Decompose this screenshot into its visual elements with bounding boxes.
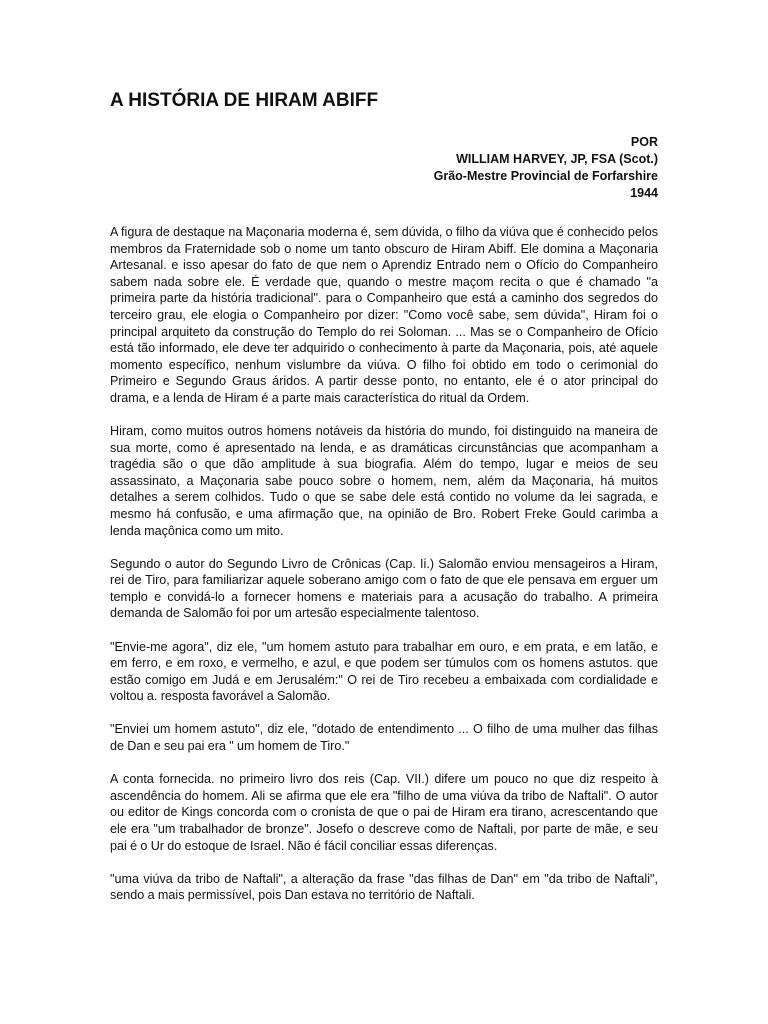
byline-year: 1944 <box>630 186 658 200</box>
paragraph: A figura de destaque na Maçonaria moderna é, sem dúvida, o filho da viúva que é conhecido pelos membros da Fraternidade sob o nome um tanto obscuro de Hiram Abiff. Ele domina a Maçonaria Artesanal. e isso apesar do fato de que nem o Aprendiz Entrado nem o Ofício do Companheiro sabem nada sobre ele. É verdade que, quando o mestre maçom recita o que é chamado "a primeira parte da história tradicional". para o Companheiro que está a caminho dos segredos do terceiro grau, ele elogia o Companheiro por dizer: "Como você sabe, sem dúvida", Hiram foi o principal arquiteto da construção do Templo do rei Soloman. ... Mas se o Companheiro de Ofício está tão informado, ele deve ter adquirido o conhecimento à parte da Maçonaria, pois, até aquele momento específico, nenhum vislumbre da viúva. O filho foi obtido em todo o cerimonial do Primeiro e Segundo Graus áridos. A partir desse ponto, no entanto, ele é o ator principal do drama, e a lenda de Hiram é a parte mais característica do ritual da Ordem. <box>110 225 658 405</box>
byline-role: Grão-Mestre Provincial de Forfarshire <box>433 169 658 183</box>
paragraph: Hiram, como muitos outros homens notáveis da história do mundo, foi distinguido na maneira de sua morte, como é apresentado na lenda, e as dramáticas circunstâncias que acompanham a tragédia são o que dão amplitude à sua biografia. Além do tempo, lugar e meios de seu assassinato, a Maçonaria sabe pouco sobre o homem, nem, além da Maçonaria, há muitos detalhes a serem colhidos. Tudo o que se sabe dele está contido no volume da lei sagrada, e mesmo há confusão, e uma afirmação que, na opinião de Bro. Robert Freke Gould carimba a lenda maçônica como um mito. <box>110 424 658 538</box>
paragraph: A conta fornecida. no primeiro livro dos reis (Cap. VII.) difere um pouco no que diz respeito à ascendência do homem. Ali se afirma que ele era "filho de uma viúva da tribo de Naftali". O autor ou editor de Kings concorda com o cronista de que o pai de Hiram era tirano, acrescentando que ele era "um trabalhador de bronze". Josefo o descreve como de Naftali, por parte de mãe, e seu pai é o Ur do estoque de Israel. Não é fácil conciliar essas diferenças. <box>110 772 658 853</box>
paragraph: "Envie-me agora", diz ele, "um homem astuto para trabalhar em ouro, e em prata, e em latão, e em ferro, e em roxo, e vermelho, e azul, e que podem ser túmulos com os homens astutos. que estão comigo em Judá e em Jerusalém:" O rei de Tiro recebeu a embaixada com cordialidade e voltou a. resposta favorável a Salomão. <box>110 639 658 704</box>
document-body <box>110 224 658 904</box>
document-title: A HISTÓRIA DE HIRAM ABIFF <box>110 90 379 111</box>
byline <box>110 134 658 202</box>
byline-por: POR <box>630 135 658 149</box>
paragraph: Segundo o autor do Segundo Livro de Crônicas (Cap. Ii.) Salomão enviou mensageiros a Hiram, rei de Tiro, para familiarizar aquele soberano amigo com o fato de que ele pensava em erguer um templo e convidá-lo a fornecer homens e materiais para a acusação do trabalho. A primeira demanda de Salomão foi por um artesão especialmente talentoso. <box>110 556 658 621</box>
byline-author: WILLIAM HARVEY, JP, FSA (Scot.) <box>456 152 658 166</box>
document-page <box>110 88 658 920</box>
paragraph: "Enviei um homem astuto", diz ele, "dotado de entendimento ... O filho de uma mulher das filhas de Dan e seu pai era " um homem de Tiro." <box>110 722 658 754</box>
paragraph: "uma viúva da tribo de Naftali", a alteração da frase "das filhas de Dan" em "da tribo de Naftali", sendo a mais permissível, pois Dan estava no território de Naftali. <box>110 871 658 903</box>
